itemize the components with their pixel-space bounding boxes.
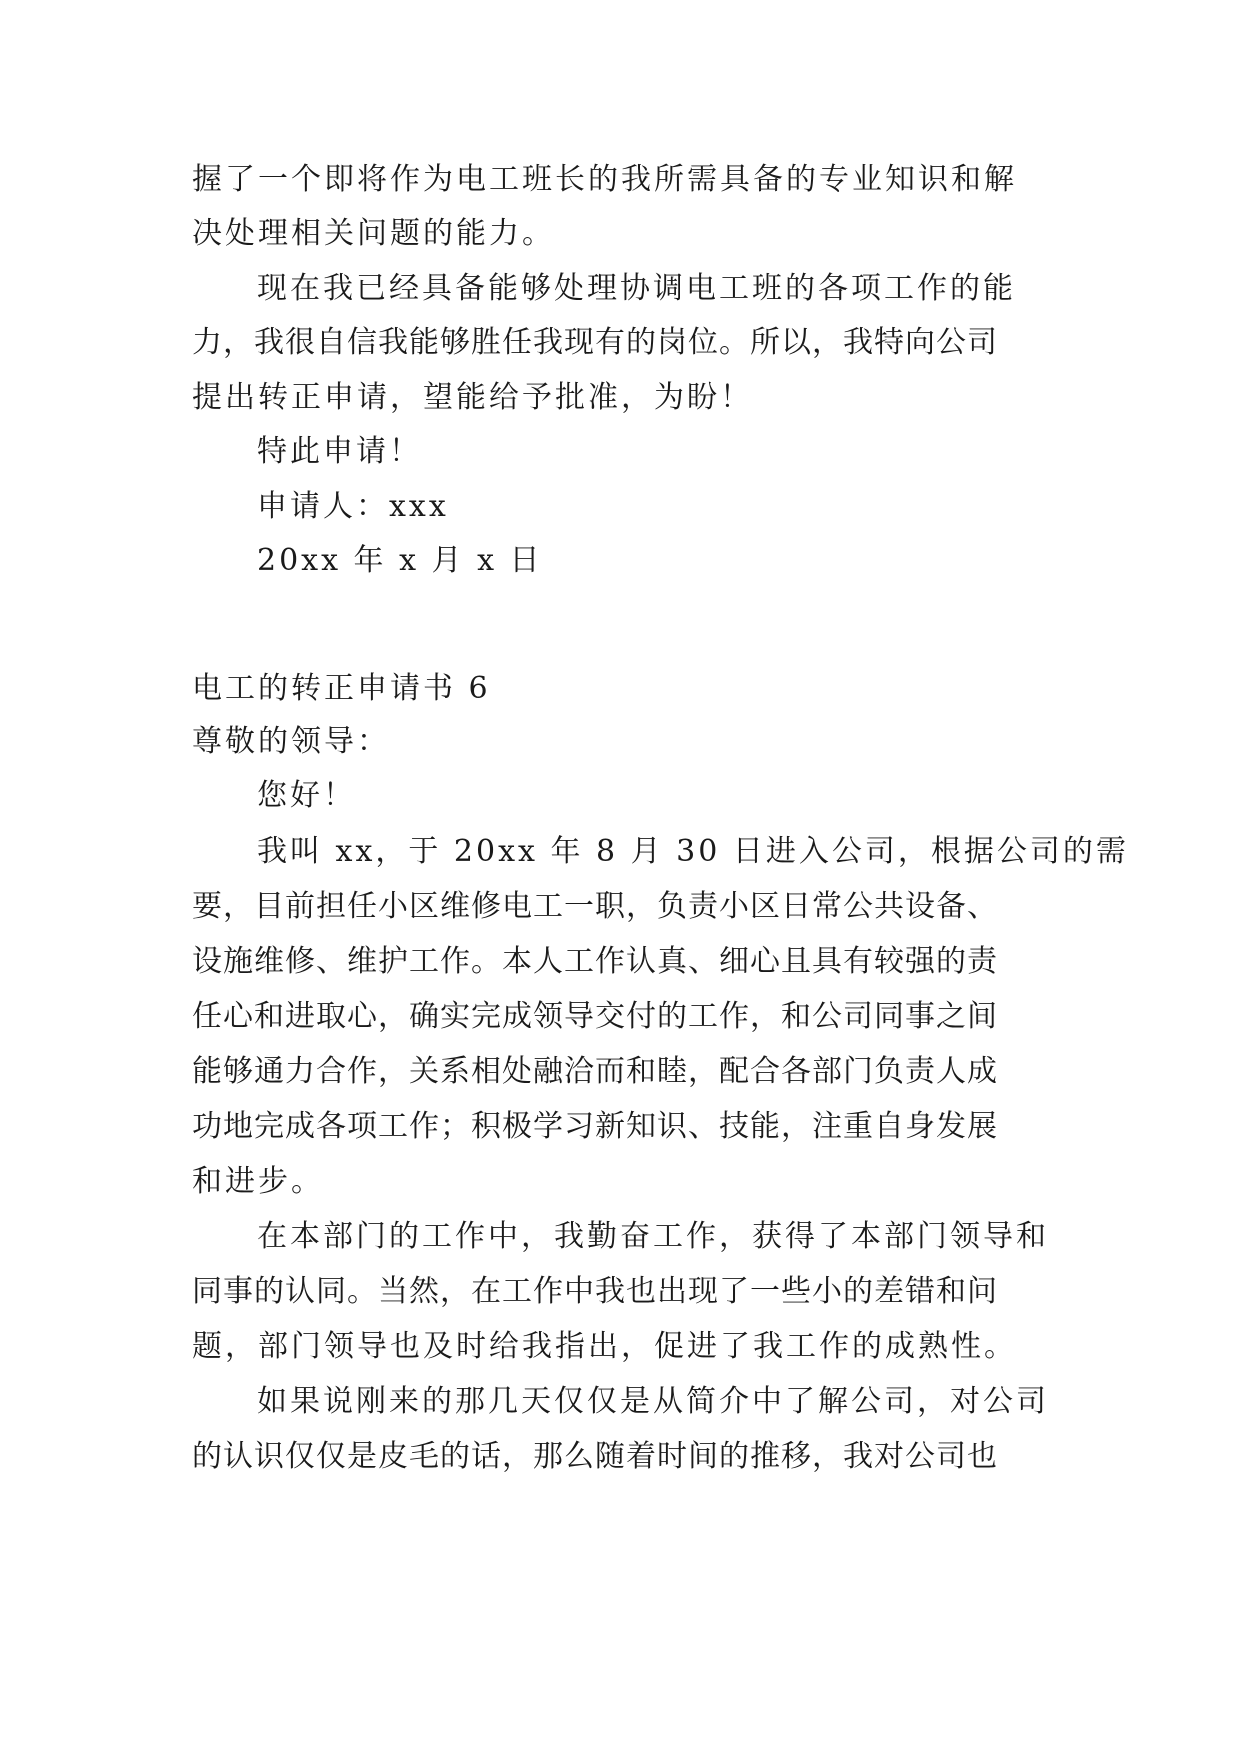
body-text-line: 要，目前担任小区维修电工一职，负责小区日常公共设备、	[192, 889, 998, 924]
body-text-line: 和进步。	[192, 1164, 324, 1199]
signature-applicant: 申请人：xxx	[257, 489, 449, 524]
body-text-line: 力，我很自信我能够胜任我现有的岗位。所以，我特向公司	[192, 325, 998, 360]
body-text-line: 握了一个即将作为电工班长的我所需具备的专业知识和解	[192, 162, 1017, 197]
body-text-line: 提出转正申请，望能给予批准，为盼！	[192, 380, 753, 415]
signature-date: 20xx 年 x 月 x 日	[257, 543, 543, 578]
salutation: 尊敬的领导：	[192, 724, 390, 759]
body-text-line: 功地完成各项工作；积极学习新知识、技能，注重自身发展	[192, 1109, 998, 1144]
body-text-line: 决处理相关问题的能力。	[192, 216, 555, 251]
body-text-line: 现在我已经具备能够处理协调电工班的各项工作的能	[257, 271, 1016, 306]
section-title: 电工的转正申请书 6	[192, 671, 491, 706]
body-text-line: 能够通力合作，关系相处融洽而和睦，配合各部门负责人成	[192, 1054, 998, 1089]
body-text-line: 同事的认同。当然，在工作中我也出现了一些小的差错和问	[192, 1274, 998, 1309]
body-text-line: 任心和进取心，确实完成领导交付的工作，和公司同事之间	[192, 999, 998, 1034]
body-text-line: 的认识仅仅是皮毛的话，那么随着时间的推移，我对公司也	[192, 1439, 998, 1474]
body-text-line: 如果说刚来的那几天仅仅是从简介中了解公司，对公司	[257, 1384, 1049, 1419]
body-text-line: 在本部门的工作中，我勤奋工作，获得了本部门领导和	[257, 1219, 1049, 1254]
body-text-line: 设施维修、维护工作。本人工作认真、细心且具有较强的责	[192, 944, 998, 979]
greeting: 您好！	[257, 778, 356, 813]
closing-text: 特此申请！	[257, 434, 422, 469]
body-text-line: 题，部门领导也及时给我指出，促进了我工作的成熟性。	[192, 1329, 1017, 1364]
body-text-line: 我叫 xx，于 20xx 年 8 月 30 日进入公司，根据公司的需	[257, 834, 1129, 869]
